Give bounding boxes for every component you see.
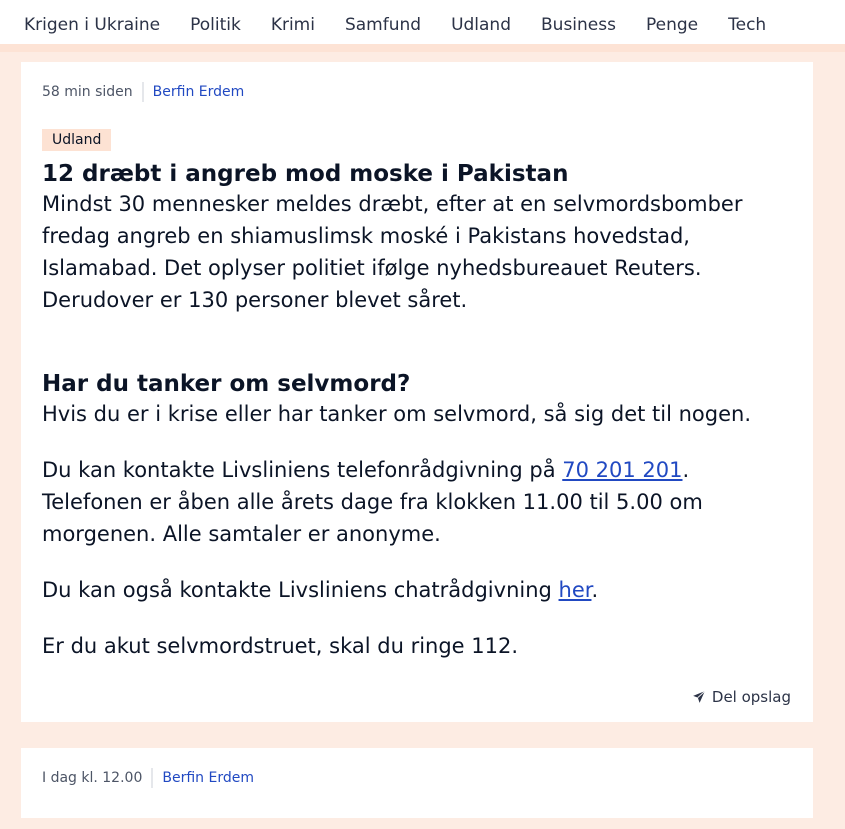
post-meta [42,768,791,788]
live-post-card [21,62,813,722]
phone-text-after: . Telefonen er åben alle årets dage fra klokken 11.00 til 5.00 om morgenen. Alle samtaler er anonyme. [42,458,703,546]
help-heading: Har du tanker om selvmord? [42,371,411,397]
category-tag[interactable]: Udland [42,129,111,151]
emergency-text: Er du akut selvmordstruet, skal du ringe 112. [42,634,519,658]
nav-item-penge[interactable]: Penge [645,15,699,35]
meta-divider [142,82,144,102]
phone-text-before: Du kan kontakte Livsliniens telefonrådgivning på [42,458,563,482]
post-author-link[interactable]: Berfin Erdem [152,84,245,100]
help-intro: Hvis du er i krise eller har tanker om selvmord, så sig det til nogen. [42,402,751,426]
share-label: Del opslag [711,688,791,706]
paper-plane-icon [692,690,706,704]
post-timestamp: 58 min siden [42,84,133,100]
post-timestamp: I dag kl. 12.00 [42,770,143,786]
nav-item-krimi[interactable]: Krimi [270,15,315,35]
nav-item-samfund[interactable]: Samfund [344,15,422,35]
live-feed [0,52,845,818]
share-post-button[interactable] [42,688,791,706]
phone-paragraph [42,454,791,550]
post-meta [42,82,791,102]
live-post-card [21,748,813,818]
chat-text-after: . [591,578,599,602]
post-author-link[interactable]: Berfin Erdem [162,770,254,786]
post-headline: 12 dræbt i angreb mod moske i Pakistan [42,161,569,187]
chat-paragraph [42,574,791,606]
nav-item-krigen-i-ukraine[interactable]: Krigen i Ukraine [24,15,161,35]
nav-item-business[interactable]: Business [541,15,616,35]
nav-item-politik[interactable]: Politik [190,15,241,35]
nav-item-udland[interactable]: Udland [451,15,512,35]
top-navigation [0,0,845,52]
chat-text-before: Du kan også kontakte Livsliniens chatrådgivning [42,578,559,602]
meta-divider [151,768,153,788]
phone-number-link[interactable]: 70 201 201 [562,458,683,482]
post-lead: Mindst 30 mennesker meldes dræbt, efter at en selvmordsbomber fredag angreb en shiamuslimsk moské i Pakistans hovedstad, Islamabad. Det oplyser politiet ifølge nyhedsbureauet Reuters. Derudover er 130 personer blevet såret. [42,192,743,312]
nav-item-tech[interactable]: Tech [728,15,767,35]
chat-link[interactable]: her [558,578,592,602]
